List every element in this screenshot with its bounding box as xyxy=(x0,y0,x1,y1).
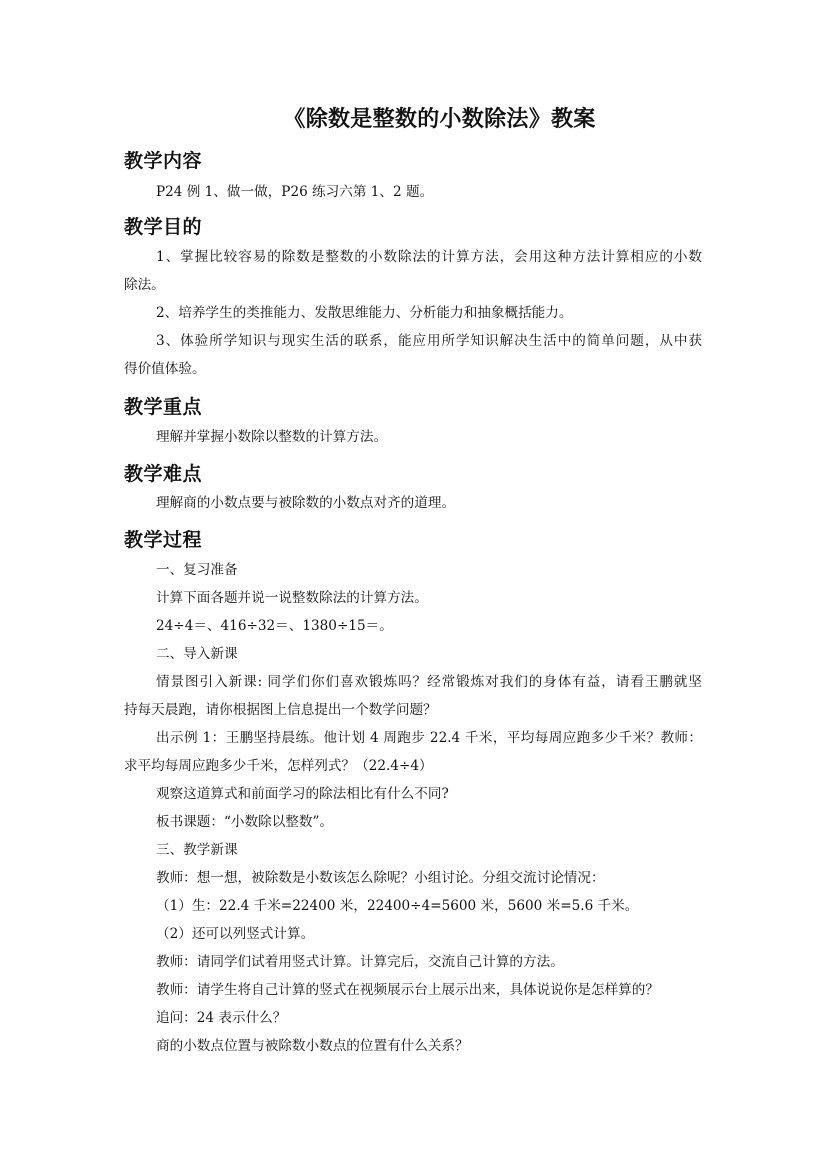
process-line: 情景图引入新课: 同学们你们喜欢锻炼吗？经常锻炼对我们的身体有益，请看王鹏就坚 xyxy=(156,674,702,690)
goal-item-1-line-2: 除法。 xyxy=(124,277,165,293)
goal-item-1-line-1: 1、掌握比较容易的除数是整数的小数除法的计算方法，会用这种方法计算相应的小数 xyxy=(156,249,702,265)
process-line: 教师：请学生将自己计算的竖式在视频展示台上展示出来，具体说说你是怎样算的？ xyxy=(156,982,659,998)
heading-teaching-goals: 教学目的 xyxy=(124,216,203,238)
goal-item-2: 2、培养学生的类推能力、发散思维能力、分析能力和抽象概括能力。 xyxy=(156,305,573,321)
process-line: 24÷4＝、416÷32＝、1380÷15＝。 xyxy=(156,618,393,634)
process-line: 教师：请同学们试着用竖式计算。计算完后，交流自己计算的方法。 xyxy=(156,954,564,970)
process-line: 观察这道算式和前面学习的除法相比有什么不同? xyxy=(156,786,449,802)
process-line: 计算下面各题并说一说整数除法的计算方法。 xyxy=(156,590,428,606)
process-line: 三、教学新课 xyxy=(156,842,238,858)
heading-teaching-process: 教学过程 xyxy=(124,529,203,551)
process-line: （2）还可以列竖式计算。 xyxy=(156,926,315,942)
process-line: 板书课题：“小数除以整数”。 xyxy=(156,814,334,830)
process-line: 商的小数点位置与被除数小数点的位置有什么关系？ xyxy=(156,1038,469,1054)
process-line: 出示例 1：王鹏坚持晨练。他计划 4 周跑步 22.4 千米，平均每周应跑多少千米？教师： xyxy=(156,730,702,746)
teaching-content-text: P24 例 1、做一做，P26 练习六第 1、2 题。 xyxy=(156,184,434,200)
process-line: 一、复习准备 xyxy=(156,562,238,578)
process-line: 求平均每周应跑多少千米，怎样列式？（22.4÷4） xyxy=(124,758,433,774)
goal-item-3-line-2: 得价值体验。 xyxy=(124,361,206,377)
heading-key-points: 教学重点 xyxy=(124,396,203,418)
process-line: 持每天晨跑，请你根据图上信息提出一个数学问题？ xyxy=(124,702,437,718)
process-line: 追问：24 表示什么？ xyxy=(156,1010,287,1026)
process-line: （1）生：22.4 千米=22400 米，22400÷4=5600 米，5600 米=5.6 千米。 xyxy=(156,898,639,914)
heading-teaching-content: 教学内容 xyxy=(124,150,203,172)
process-line: 教师：想一想，被除数是小数该怎么除呢？小组讨论。分组交流讨论情况： xyxy=(156,870,605,886)
process-line: 二、导入新课 xyxy=(156,646,238,662)
goal-item-3-line-1: 3、体验所学知识与现实生活的联系，能应用所学知识解决生活中的简单问题，从中获 xyxy=(156,333,702,349)
heading-difficulties: 教学难点 xyxy=(124,463,203,485)
difficulties-text: 理解商的小数点要与被除数的小数点对齐的道理。 xyxy=(156,495,456,511)
key-points-text: 理解并掌握小数除以整数的计算方法。 xyxy=(156,429,388,445)
document-title: 《除数是整数的小数除法》教案 xyxy=(283,107,596,132)
